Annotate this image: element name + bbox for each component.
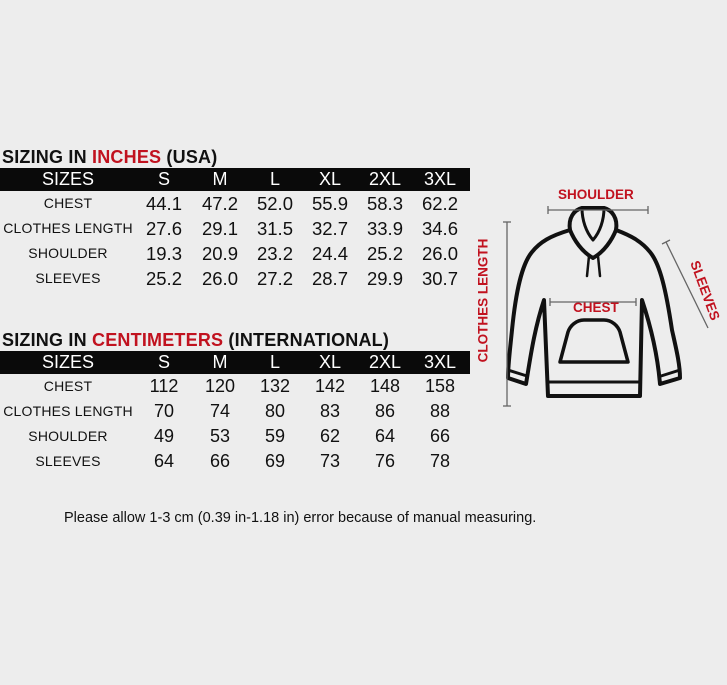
table-cell: 29.9: [366, 268, 403, 289]
size-chart-centimeters: [0, 329, 470, 474]
size-chart-inches: [0, 146, 470, 291]
row-label: CHEST: [43, 378, 93, 394]
row-label: SHOULDER: [28, 428, 108, 444]
table-cell: 62: [319, 426, 341, 446]
header-cell-xl: XL: [318, 352, 342, 372]
table-cell: 55.9: [311, 193, 348, 214]
table-cell: 158: [424, 376, 456, 396]
table-cell: 86: [374, 401, 396, 421]
table-cell: 33.9: [366, 218, 403, 239]
table-cell: 49: [153, 426, 175, 446]
header-cell-l: L: [269, 169, 280, 189]
table-cell: 62.2: [421, 193, 458, 214]
centimeters-header-row: [0, 351, 470, 374]
header-cell-s: S: [157, 169, 170, 189]
table-cell: 78: [429, 451, 451, 471]
sleeves-measure-label: SLEEVES: [687, 258, 723, 323]
row-label: CLOTHES LENGTH: [3, 220, 133, 236]
table-cell: 76: [374, 451, 396, 471]
inches-heading: [0, 146, 470, 168]
table-cell: 29.1: [201, 218, 238, 239]
table-cell: 112: [149, 376, 179, 396]
table-cell: 120: [204, 376, 236, 396]
table-cell: 24.4: [311, 243, 348, 264]
table-cell: 53: [209, 426, 231, 446]
header-cell-m: M: [212, 169, 228, 189]
header-cell-m: M: [212, 352, 228, 372]
shoulder-measure-label: SHOULDER: [558, 187, 634, 202]
table-cell: 66: [429, 426, 451, 446]
header-cell-3xl: 3XL: [423, 169, 457, 189]
header-cell-sizes: SIZES: [41, 352, 94, 372]
length-measure-label: CLOTHES LENGTH: [475, 238, 491, 363]
table-cell: 58.3: [366, 193, 403, 214]
header-cell-l: L: [269, 352, 280, 372]
header-cell-2xl: 2XL: [368, 352, 402, 372]
table-row: [0, 266, 470, 291]
table-cell: 19.3: [145, 243, 182, 264]
table-cell: 27.6: [145, 218, 182, 239]
table-row: [0, 424, 470, 449]
table-row: [0, 374, 470, 399]
inches-heading-accent: INCHES: [92, 147, 162, 167]
table-cell: 52.0: [256, 193, 293, 214]
table-cell: 132: [259, 376, 291, 396]
chest-measure-label: CHEST: [573, 300, 619, 315]
table-cell: 32.7: [311, 218, 348, 239]
table-cell: 142: [314, 376, 346, 396]
row-label: SHOULDER: [28, 245, 108, 261]
table-cell: 148: [369, 376, 401, 396]
inches-heading-main: SIZING IN: [2, 147, 93, 167]
table-cell: 28.7: [311, 268, 348, 289]
table-cell: 31.5: [256, 218, 293, 239]
centimeters-heading-main: SIZING IN: [2, 330, 93, 350]
centimeters-heading-accent: CENTIMETERS: [92, 330, 224, 350]
table-cell: 26.0: [421, 243, 458, 264]
centimeters-heading-suffix: (INTERNATIONAL): [223, 330, 390, 350]
table-row: [0, 241, 470, 266]
header-cell-xl: XL: [318, 169, 342, 189]
row-label: CHEST: [43, 195, 93, 211]
row-label: CLOTHES LENGTH: [3, 403, 133, 419]
table-row: [0, 449, 470, 474]
table-cell: 88: [429, 401, 451, 421]
row-label: SLEEVES: [35, 270, 101, 286]
table-cell: 25.2: [145, 268, 182, 289]
table-cell: 64: [374, 426, 396, 446]
table-cell: 23.2: [256, 243, 293, 264]
table-cell: 34.6: [421, 218, 458, 239]
measurement-note: Please allow 1-3 cm (0.39 in-1.18 in) error because of manual measuring.: [64, 510, 537, 526]
inches-heading-suffix: (USA): [161, 147, 218, 167]
table-cell: 73: [319, 451, 341, 471]
row-label: SLEEVES: [35, 453, 101, 469]
table-cell: 25.2: [366, 243, 403, 264]
table-cell: 30.7: [421, 268, 458, 289]
table-row: [0, 399, 470, 424]
table-cell: 66: [209, 451, 231, 471]
measurement-diagram: [470, 180, 723, 410]
table-cell: 44.1: [145, 193, 182, 214]
table-cell: 26.0: [201, 268, 238, 289]
hoodie-icon: [470, 180, 712, 410]
table-cell: 74: [209, 401, 231, 421]
table-cell: 59: [264, 426, 286, 446]
header-cell-sizes: SIZES: [41, 169, 94, 189]
table-cell: 83: [319, 401, 341, 421]
table-cell: 64: [153, 451, 175, 471]
table-cell: 69: [264, 451, 286, 471]
table-cell: 20.9: [201, 243, 238, 264]
centimeters-heading: [0, 329, 470, 351]
table-cell: 70: [153, 401, 175, 421]
table-row: [0, 191, 470, 216]
table-cell: 27.2: [256, 268, 293, 289]
table-cell: 80: [264, 401, 286, 421]
table-row: [0, 216, 470, 241]
table-cell: 47.2: [201, 193, 238, 214]
header-cell-3xl: 3XL: [423, 352, 457, 372]
inches-header-row: [0, 168, 470, 191]
header-cell-2xl: 2XL: [368, 169, 402, 189]
header-cell-s: S: [157, 352, 170, 372]
